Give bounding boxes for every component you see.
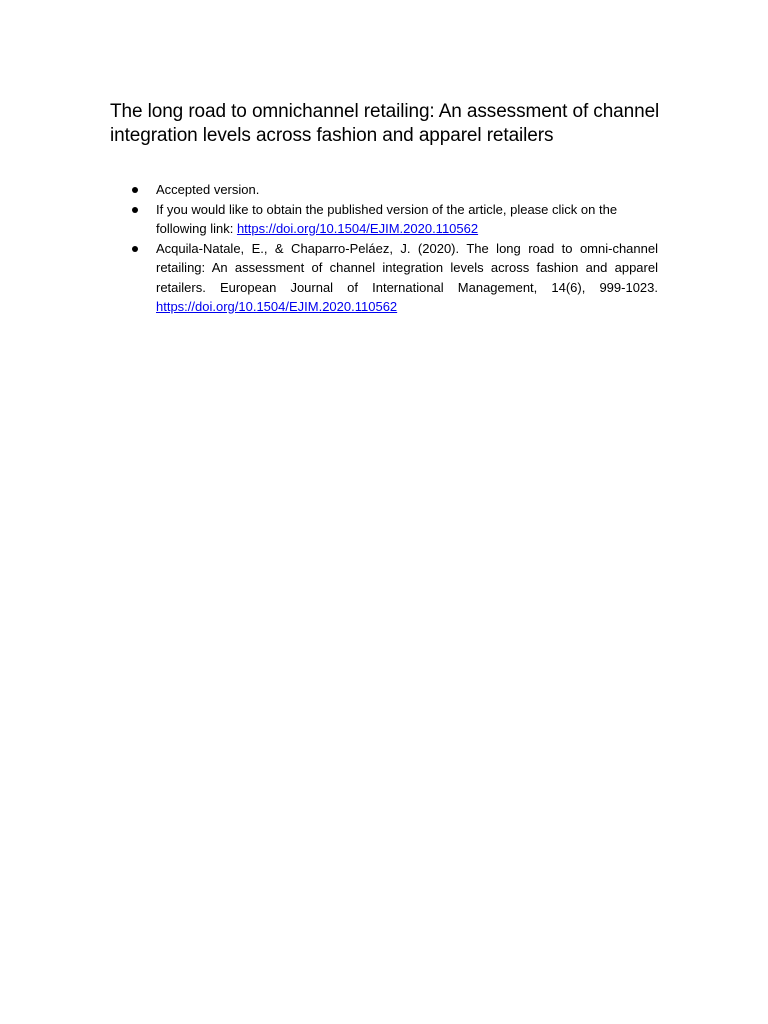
bullet-text: If you would like to obtain the published version of the article, please click on the following link: xyxy=(156,201,618,236)
list-item xyxy=(110,180,658,200)
document-title: The long road to omnichannel retailing: An assessment of channel integration levels across fashion and apparel retailers xyxy=(110,101,660,146)
list-item xyxy=(110,239,658,317)
list-item xyxy=(110,200,658,239)
bullet-list xyxy=(110,180,658,317)
bullet-icon xyxy=(132,207,138,213)
bullet-icon xyxy=(132,246,138,252)
bullet-text: Accepted version. xyxy=(156,182,260,197)
citation-doi-link[interactable]: https://doi.org/10.1504/EJIM.2020.110562 xyxy=(156,299,398,314)
doi-link[interactable]: https://doi.org/10.1504/EJIM.2020.110562 xyxy=(236,221,479,236)
bullet-icon xyxy=(132,187,138,193)
citation-text: Acquila-Natale, E., & Chaparro-Peláez, J. (2020). The long road to omni-channel retailing: An assessment of channel integration levels across fashion and apparel retailers. European Journal of International Management, 14(6), 999-1023. xyxy=(156,240,658,295)
